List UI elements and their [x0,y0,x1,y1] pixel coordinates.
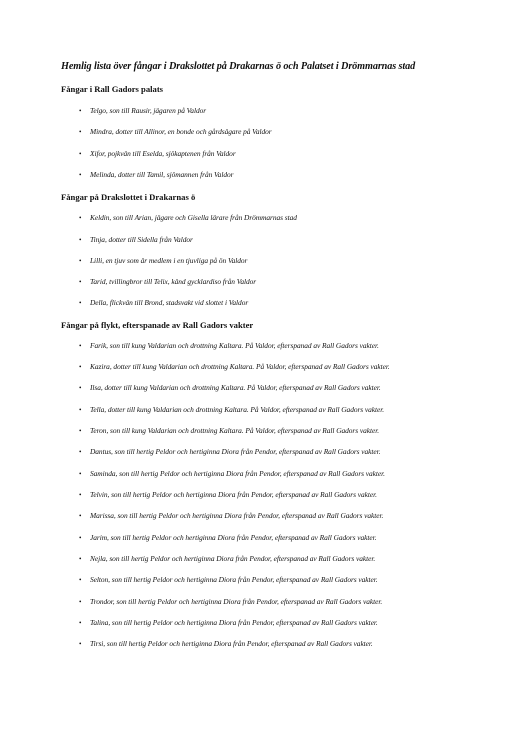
bullet-icon: • [79,491,82,499]
bullet-icon: • [79,470,82,478]
bullet-icon: • [79,555,82,563]
list-item: • Telgo, son till Rausir, jägaren på Valdor [79,106,207,115]
section-heading-palace: Fångar i Rall Gadors palats [61,84,164,94]
bullet-icon: • [79,640,82,648]
list-item: • Mindra, dotter till Allinor, en bonde och gårdsägare på Valdor [79,127,272,136]
list-item: • Nejla, son till hertig Peldor och hertiginna Diora från Pendor, efterspanad av Rall Gadors vakter. [79,554,376,563]
list-item: • Tarid, tvillingbror till Telix, känd gycklardiso från Valdor [79,277,257,286]
list-item: • Trondor, son till hertig Peldor och hertiginna Diora från Pendor, efterspanad av Rall Gadors vakter. [79,597,383,606]
list-item: • Melinda, dotter till Tamil, sjömannen från Valdor [79,170,234,179]
list-item: • Tella, dotter till kung Valdarian och drottning Kaltara. På Valdor, efterspanad av Rall Gadors vakter. [79,405,385,414]
bullet-icon: • [79,512,82,520]
list-item: • Lilli, en tjuv som är medlem i en tjuvliga på ön Valdor [79,256,248,265]
list-item: • Tirsi, son till hertig Peldor och hertiginna Diora från Pendor, efterspanad av Rall Gadors vakter. [79,639,373,648]
bullet-icon: • [79,171,82,179]
list-item: • Selton, son till hertig Peldor och hertiginna Diora från Pendor, efterspanad av Rall Gadors vakter. [79,575,378,584]
list-item: • Farik, son till kung Valdarian och drottning Kaltara. På Valdor, efterspanad av Rall Gadors vakter. [79,341,379,350]
list-item: • Xifor, pojkvän till Eselda, sjökaptenen från Valdor [79,149,236,158]
bullet-icon: • [79,384,82,392]
list-item: • Jarim, son till hertig Peldor och hertiginna Diora från Pendor, efterspanad av Rall Gadors vakter. [79,533,377,542]
list-item: • Telvin, son till hertig Peldor och hertiginna Diora från Pendor, efterspanad av Rall Gadors vakter. [79,490,377,499]
list-item: • Keldin, son till Arian, jägare och Gisella lärare från Drömmarnas stad [79,213,297,222]
list-item: • Saminda, son till hertig Peldor och hertiginna Diora från Pendor, efterspanad av Rall Gadors vakter. [79,469,385,478]
bullet-icon: • [79,107,82,115]
bullet-icon: • [79,342,82,350]
bullet-icon: • [79,619,82,627]
bullet-icon: • [79,278,82,286]
bullet-icon: • [79,576,82,584]
bullet-icon: • [79,427,82,435]
bullet-icon: • [79,363,82,371]
document-title: Hemlig lista över fångar i Drakslottet på Drakarnas ö och Palatset i Drömmarnas stad [61,61,416,72]
bullet-icon: • [79,406,82,414]
list-item: • Tinja, dotter till Sidella från Valdor [79,235,193,244]
bullet-icon: • [79,150,82,158]
bullet-icon: • [79,534,82,542]
bullet-icon: • [79,448,82,456]
bullet-icon: • [79,257,82,265]
bullet-icon: • [79,214,82,222]
list-item: • Marissa, son till hertig Peldor och hertiginna Diora från Pendor, efterspanad av Rall Gadors vakter. [79,511,384,520]
list-item: • Ilsa, dotter till kung Valdarian och drottning Kaltara. På Valdor, efterspanad av Rall Gadors vakter. [79,383,381,392]
list-item: • Talina, son till hertig Peldor och hertiginna Diora från Pendor, efterspanad av Rall Gadors vakter. [79,618,378,627]
list-item: • Kazira, dotter till kung Valdarian och drottning Kaltara. På Valdor, efterspanad av Rall Gadors vakter. [79,362,390,371]
bullet-icon: • [79,299,82,307]
bullet-icon: • [79,128,82,136]
bullet-icon: • [79,236,82,244]
list-item: • Della, flickvän till Brond, stadsvakt vid slottet i Valdor [79,298,249,307]
list-item: • Teron, son till kung Valdarian och drottning Kaltara. På Valdor, efterspanad av Rall Gadors vakter. [79,426,380,435]
bullet-icon: • [79,598,82,606]
section-heading-fugitives: Fångar på flykt, efterspanade av Rall Gadors vakter [61,320,254,330]
list-item: • Dantus, son till hertig Peldor och hertiginna Diora från Pendor, efterspanad av Rall Gadors vakter. [79,447,381,456]
section-heading-dragon-castle: Fångar på Drakslottet i Drakarnas ö [61,192,196,202]
